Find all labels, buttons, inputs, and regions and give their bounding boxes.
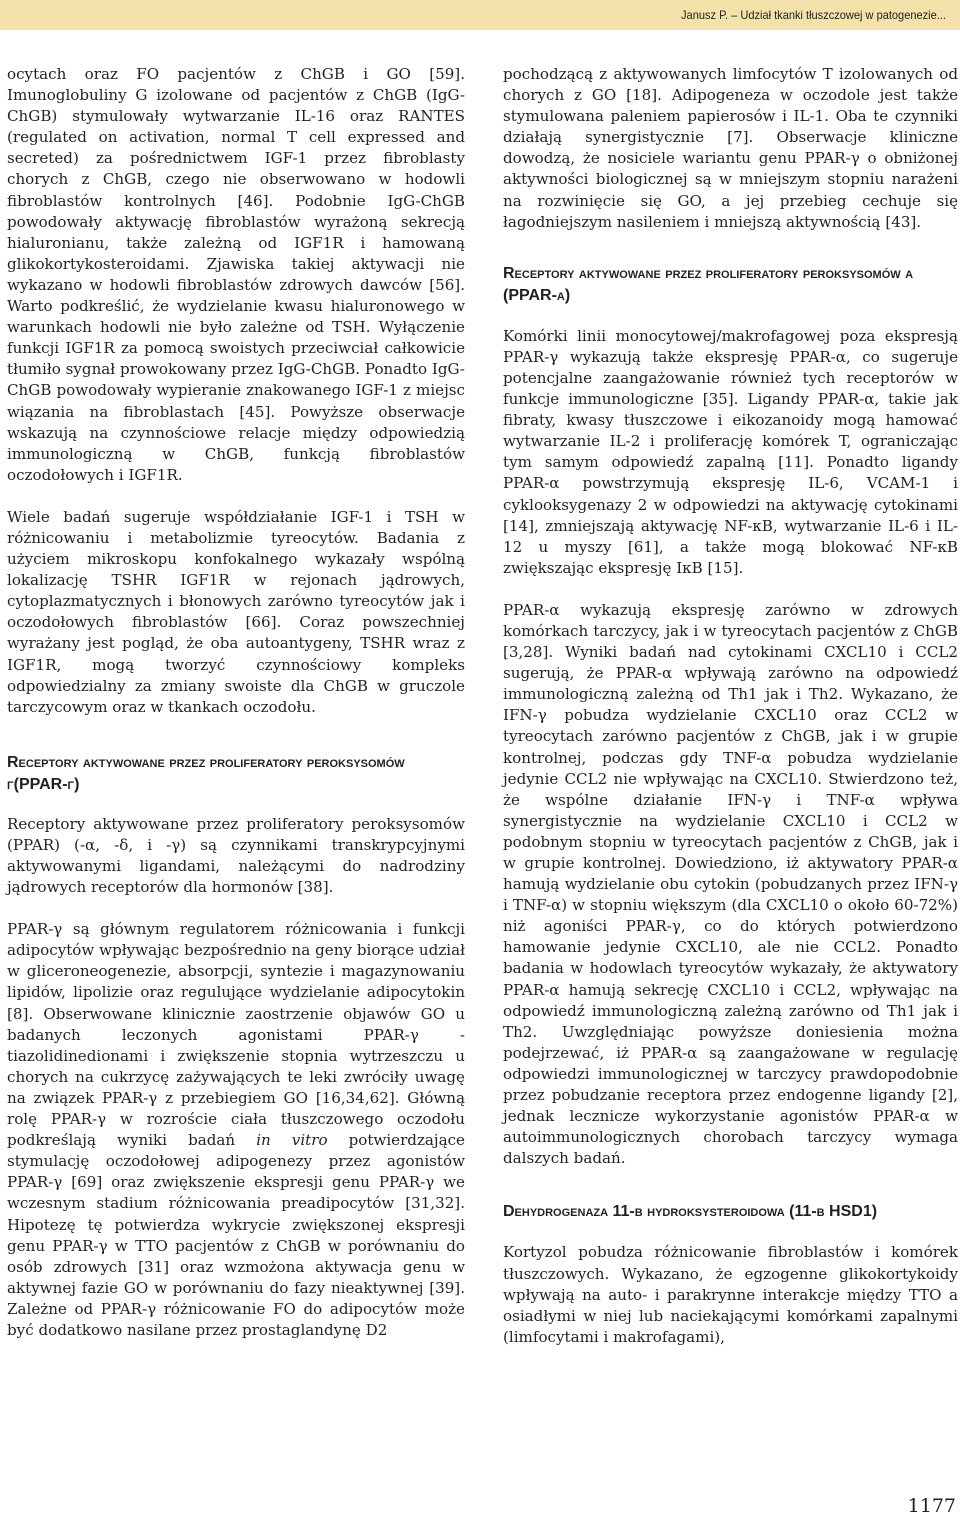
paragraph: pochodzącą z aktywowanych limfocytów T izolowanych od chorych z GO [18]. Adipogeneza w oczodole jest także stymulowana paleniem papierosów i IL-1. Oba te czynniki działają synergistycznie [7]. Obserwacje kliniczne dowodzą, że nosiciele wariantu genu PPAR-γ o obniżonej aktywności biologicznej są w mniejszym stopniu narażeni na rozwinięcie się GO, a jej przebieg cechuje się łagodniejszym nasileniem i mniejszą aktywnością [43]. xyxy=(503,65,958,231)
paragraph: Kortyzol pobudza różnicowanie fibroblastów i komórek tłuszczowych. Wykazano, że egzogenne glikokortykoidy wpływają na auto- i parakrynne interakcje między TTO a osiadłymi w niej lub naciekającymi komórkami zapalnymi (limfocytami i makrofagami), xyxy=(503,1243,958,1346)
paragraph xyxy=(7,919,465,1341)
italic-term: in vitro xyxy=(256,1131,328,1150)
paragraph-text: potwierdzające stymulację oczodołowej adipogenezy przez agonistów PPAR-γ [69] oraz zwiększenie ekspresji genu PPAR-γ we wczesnym stadium różnicowania preadipocytów [31,32]. Hipotezę tę potwierdza wykrycie zwiększonej ekspresji genu PPAR-γ w TTO pacjentów z ChGB w porównaniu do osób zdrowych [31] oraz wzmożona aktywacja genu w aktywnej fazie GO w porównaniu do fazy nieaktywnej [39]. Zależne od PPAR-γ różnicowanie FO do adipocytów może być dodatkowo nasilane przez prostaglandynę D2 xyxy=(7,1131,465,1339)
section-heading: Receptory aktywowane przez proliferatory peroksysomów γ(PPAR-γ) xyxy=(7,753,405,793)
section-heading: Receptory aktywowane przez proliferatory peroksysomów α (PPAR-α) xyxy=(503,264,914,304)
paragraph: Wiele badań sugeruje współdziałanie IGF-1 i TSH w różnicowaniu i metabolizmie tyreocytów. Badania z użyciem mikroskopu konfokalnego wykazały wspólną lokalizację TSHR IGF1R w rejonach jądrowych, cytoplazmatycznych i błonowych zarówno tyreocytów jak i oczodołowych fibroblastów [66]. Coraz powszechniej wyrażany jest pogląd, że oba autoantygeny, TSHR wraz z IGF1R, mogą tworzyć czynnościowy kompleks odpowiedzialny za zmiany swoiste dla ChGB w gruczole tarczycowym oraz w tkankach oczodołu. xyxy=(7,507,465,716)
paragraph-text: PPAR-γ są głównym regulatorem różnicowania i funkcji adipocytów wpływając bezpośrednio na geny biorące udział w gliceroneogenezie, absorpcji, syntezie i magazynowaniu lipidów, lipolizie oraz regulujące wydzielanie adipocytokin [8]. Obserwowane klinicznie zaostrzenie objawów GO u badanych leczonych agonistami PPAR-γ - tiazolidinedionami i zwiększenie stopnia wytrzeszczu u chorych na cukrzycę zażywających te leki zwróciły uwagę na związek PPAR-γ z przebiegiem GO [16,34,62]. Główną rolę PPAR-γ w rozroście ciała tłuszczowego oczodołu podkreślają wyniki badań xyxy=(7,920,465,1150)
left-column xyxy=(7,64,465,1341)
section-heading: Dehydrogenaza 11-β hydroksysteroidowa (11-β HSD1) xyxy=(503,1203,878,1221)
right-column xyxy=(503,64,958,1348)
running-head: Janusz P. – Udział tkanki tłuszczowej w patogenezie... xyxy=(681,8,946,22)
paragraph: PPAR-α wykazują ekspresję zarówno w zdrowych komórkach tarczycy, jak i w tyreocytach pacjentów z ChGB [3,28]. Wyniki badań nad cytokinami CXCL10 i CCL2 sugerują, że PPAR-α wpływają zarówno na odpowiedź immunologiczną zależną od Th1 jak i Th2. Wykazano, że IFN-γ pobudza wydzielanie CXCL10 oraz CCL2 w tyreocytach zarówno pacjentów z ChGB, jak i w grupie kontrolnej, podczas gdy TNF-α pobudza wydzielanie jedynie CCL2 nie wpływając na CXCL10. Stwierdzono też, że wspólne działanie IFN-γ i TNF-α wpływa synergistycznie na wydzielanie CXCL10 i CCL2 w podobnym stopniu w tyreocytach pacjentów z ChGB, jak i w grupie kontrolnej. Dowiedziono, iż aktywatory PPAR-α hamują wydzielanie obu cytokin (pobudzanych przez IFN-γ i TNF-α) w stopniu większym (dla CXCL10 o około 60-72%) niż agoniści PPAR-γ, co do których potwierdzono hamowanie jedynie CXCL10, ale nie CCL2. Ponadto badania w hodowlach tyreocytów wykazały, że aktywatory PPAR-α hamują sekrecję CXCL10 i CCL2, wpływając na odpowiedź immunologiczną zależną zarówno od Th1 jak i Th2. Uwzględniając powyższe doniesienia można podejrzewać, iż PPAR-α są zaangażowane w regulację odpowiedzi immunologicznej w tarczycy prawdopodobnie przez pobudzanie receptora przez endogenne ligandy [2], jednak lecznicze wykorzystanie agonistów PPAR-α w autoimmunologicznych chorobach tarczycy wymaga dalszych badań. xyxy=(503,600,958,1168)
paragraph: ocytach oraz FO pacjentów z ChGB i GO [59]. Imunoglobuliny G izolowane od pacjentów z ChGB (IgG-ChGB) stymulowały wytwarzanie IL-16 oraz RANTES (regulated on activation, normal T cell expressed and secreted) za pośrednictwem IGF-1 przez fibroblasty chorych z ChGB, czego nie obserwowano w hodowli fibroblastów kontrolnych [46]. Podobnie IgG-ChGB powodowały aktywację fibroblastów wyrażoną sekrecją hialuronianu, także zależną od IGF1R i hamowaną glikokortykosteroidami. Zjawiska takiej aktywacji nie wykazano w hodowli fibroblastów zdrowych dawców [56]. Warto podkreślić, że wydzielanie kwasu hialuronowego w warunkach hodowli nie było zależne od TSH. Wyłączenie funkcji IGF1R za pomocą swoistych przeciwciał całkowicie tłumiło sygnał prowokowany przez IgG-ChGB. Ponadto IgG-ChGB powodowały wypieranie znakowanego IGF-1 z miejsc wiązania na fibroblastach [45]. Powyższe obserwacje wskazują na czynnościowe relacje między odpowiedzią immunologiczną w ChGB, funkcją fibroblastów oczodołowych i IGF1R. xyxy=(7,65,465,484)
header-bar xyxy=(0,0,960,30)
page-number: 1177 xyxy=(907,1495,956,1517)
paragraph: Komórki linii monocytowej/makrofagowej poza ekspresją PPAR-γ wykazują także ekspresję PPAR-α, co sugeruje potencjalne zaangażowanie również tych receptorów w funkcje immunologiczne [35]. Ligandy PPAR-α, takie jak fibraty, kwasy tłuszczowe i eikozanoidy mogą hamować wytwarzanie IL-2 i proliferację komórek T, ograniczając tym samym odpowiedź zapalną [11]. Ponadto ligandy PPAR-α powstrzymują ekspresję IL-6, VCAM-1 i cyklooksygenazy 2 w odpowiedzi na aktywację cytokinami [14], zmniejszają aktywację NF-κB, wytwarzanie IL-6 i IL-12 u myszy [61], a także mogą blokować NF-κB zwiększając ekspresję IκB [15]. xyxy=(503,326,958,577)
paragraph: Receptory aktywowane przez proliferatory peroksysomów (PPAR) (-α, -δ, i -γ) są czynnikami transkrypcyjnymi aktywowanymi ligandami, należącymi do nadrodziny jądrowych receptorów dla hormonów [38]. xyxy=(7,814,465,897)
